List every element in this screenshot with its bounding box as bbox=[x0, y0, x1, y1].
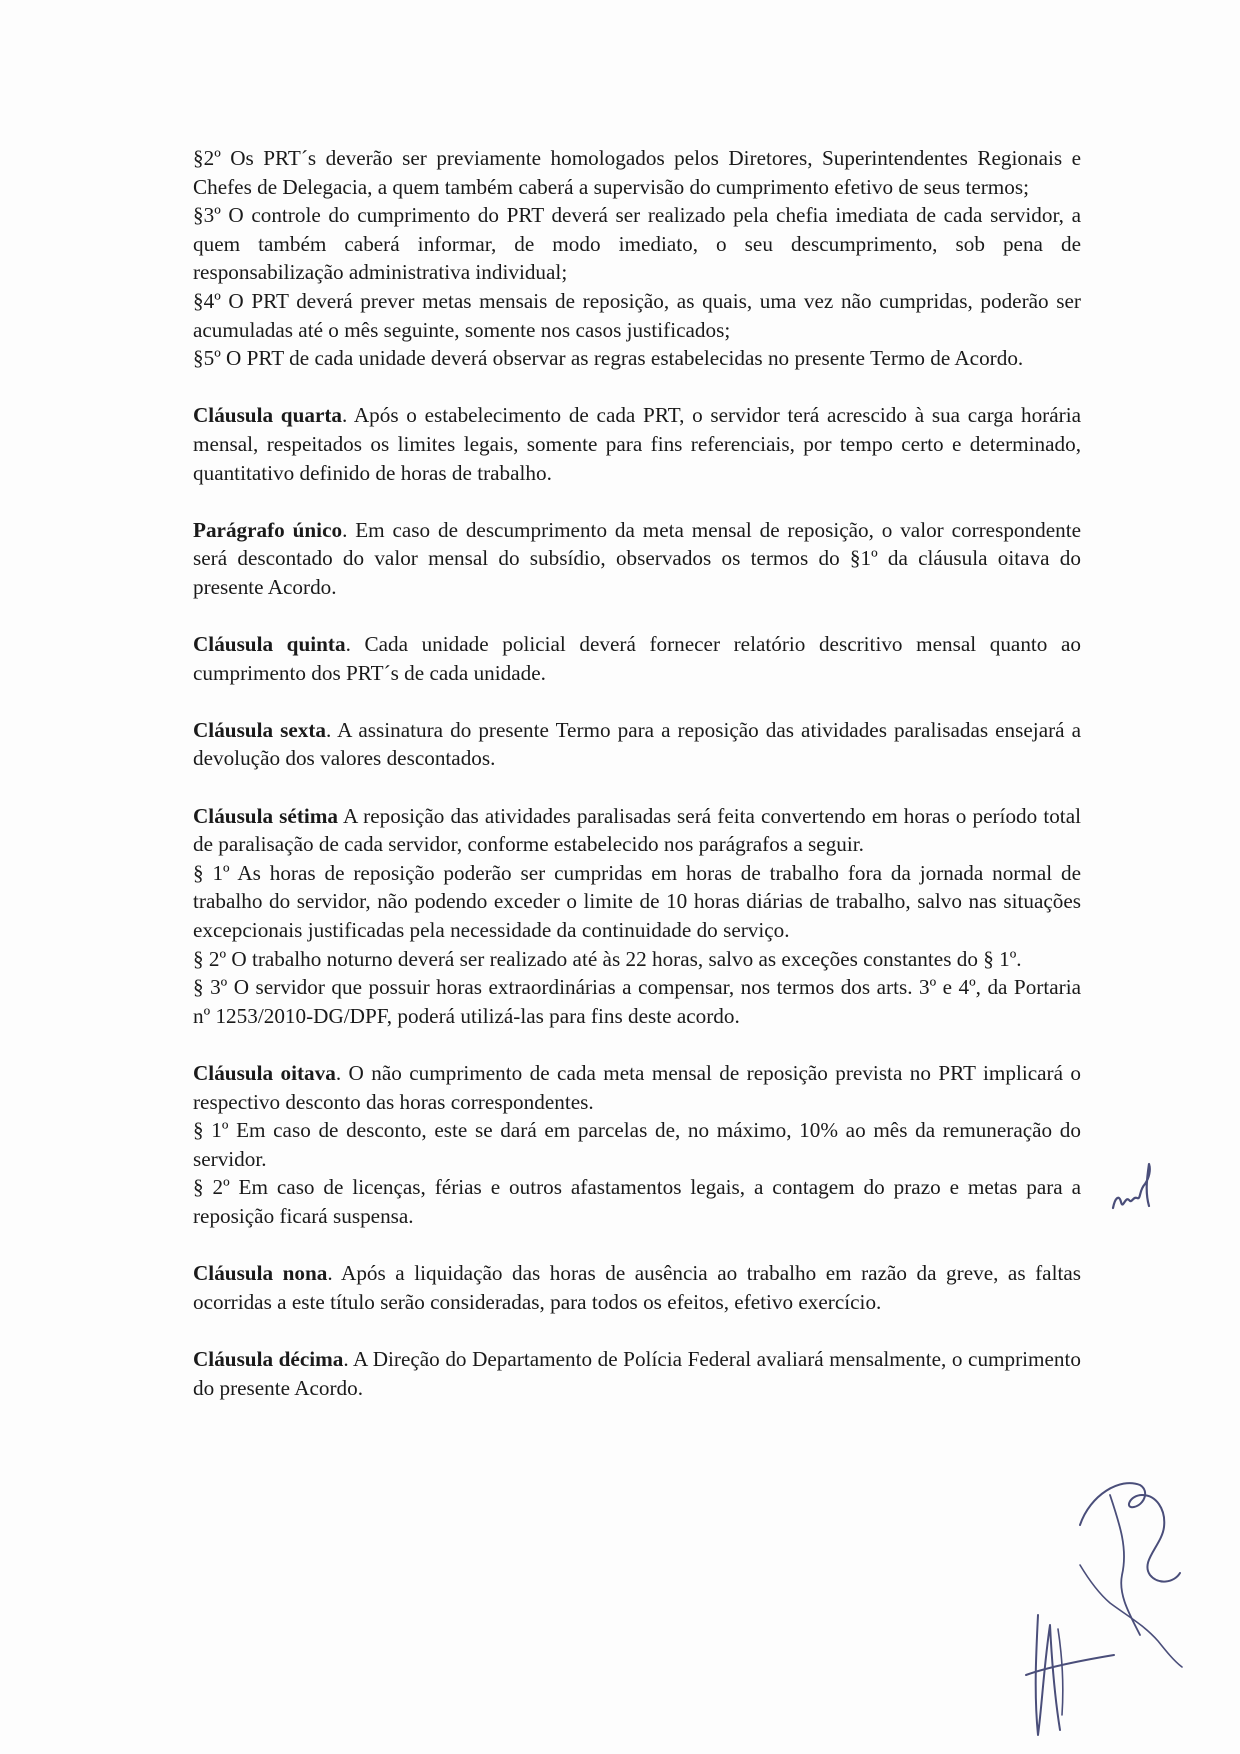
clausula-setima bbox=[193, 802, 1081, 859]
clausula-sexta-heading: Cláusula sexta bbox=[193, 717, 327, 742]
handwritten-signature-small bbox=[1018, 1605, 1128, 1745]
clausula-quarta-heading: Cláusula quarta bbox=[193, 403, 343, 428]
handwritten-initials-right bbox=[1105, 1150, 1185, 1230]
clausula-sexta-text: . A assinatura do presente Termo para a reposição das atividades paralisadas ensejará a devolução dos valores descontados. bbox=[193, 717, 1081, 771]
clausula-oitava-paragraph-1: § 1º Em caso de desconto, este se dará em parcelas de, no máximo, 10% ao mês da remuneração do servidor. bbox=[193, 1118, 1081, 1171]
paragraph-2: §2º Os PRT´s deverão ser previamente homologados pelos Diretores, Superintendentes Regionais e Chefes de Delegacia, a quem também caberá a supervisão do cumprimento efetivo de seus termos; bbox=[193, 146, 1081, 199]
clausula-oitava-heading: Cláusula oitava bbox=[193, 1061, 336, 1085]
clausula-decima bbox=[193, 1345, 1081, 1402]
paragraph-5: §5º O PRT de cada unidade deverá observar as regras estabelecidas no presente Termo de Acordo. bbox=[193, 346, 1024, 371]
clausula-setima-heading: Cláusula sétima bbox=[193, 803, 339, 828]
clausula-quarta bbox=[193, 401, 1081, 487]
clausula-nona bbox=[193, 1259, 1081, 1316]
paragrafo-unico-heading: Parágrafo único bbox=[193, 517, 343, 542]
clausula-setima-paragraph-3: § 3º O servidor que possuir horas extraordinárias a compensar, nos termos dos arts. 3º e 4º, da Portaria nº 1253/2010-DG/DPF, poderá utilizá-las para fins deste acordo. bbox=[193, 975, 1081, 1028]
clausula-setima-text: A reposição das atividades paralisadas será feita convertendo em horas o período total de paralisação de cada servidor, conforme estabelecido nos parágrafos a seguir. bbox=[193, 803, 1081, 857]
clausula-nona-heading: Cláusula nona bbox=[193, 1261, 328, 1286]
clausula-quinta-heading: Cláusula quinta bbox=[193, 632, 346, 657]
clausula-oitava-paragraph-2: § 2º Em caso de licenças, férias e outros afastamentos legais, a contagem do prazo e metas para a reposição ficará suspensa. bbox=[193, 1175, 1081, 1228]
clausula-oitava bbox=[193, 1059, 1081, 1116]
paragraph-4: §4º O PRT deverá prever metas mensais de reposição, as quais, uma vez não cumpridas, poderão ser acumuladas até o mês seguinte, somente nos casos justificados; bbox=[193, 288, 1081, 342]
clausula-setima-paragraph-2: § 2º O trabalho noturno deverá ser realizado até às 22 horas, salvo as exceções constantes do § 1º. bbox=[193, 946, 1022, 971]
clausula-nona-text: . Após a liquidação das horas de ausência ao trabalho em razão da greve, as faltas ocorridas a este título serão consideradas, para todos os efeitos, efetivo exercício. bbox=[193, 1261, 1081, 1314]
clausula-decima-text: . A Direção do Departamento de Polícia Federal avaliará mensalmente, o cumprimento do presente Acordo. bbox=[193, 1346, 1082, 1400]
paragraph-3: §3º O controle do cumprimento do PRT deverá ser realizado pela chefia imediata de cada servidor, a quem também caberá informar, de modo imediato, o seu descumprimento, sob pena de responsabilização administrativa individual; bbox=[193, 203, 1081, 285]
clausula-quinta-text: . Cada unidade policial deverá fornecer relatório descritivo mensal quanto ao cumprimento dos PRT´s de cada unidade. bbox=[193, 632, 1081, 685]
clausula-sexta bbox=[193, 716, 1081, 773]
clausula-quinta bbox=[193, 630, 1081, 687]
clausula-setima-paragraph-1: § 1º As horas de reposição poderão ser cumpridas em horas de trabalho fora da jornada normal de trabalho do servidor, não podendo exceder o limite de 10 horas diárias de trabalho, salvo nas situações excepcionais justificadas pela necessidade da continuidade do serviço. bbox=[193, 860, 1081, 943]
clausula-quarta-text: . Após o estabelecimento de cada PRT, o servidor terá acrescido à sua carga horária mensal, respeitados os limites legais, somente para fins referenciais, por tempo certo e determinado, quantitativo definido de horas de trabalho. bbox=[193, 403, 1081, 485]
document-body bbox=[193, 144, 1081, 1402]
clausula-oitava-text: . O não cumprimento de cada meta mensal de reposição prevista no PRT implicará o respectivo desconto das horas correspondentes. bbox=[193, 1061, 1081, 1114]
clausula-decima-heading: Cláusula décima bbox=[193, 1346, 344, 1371]
paragrafo-unico bbox=[193, 516, 1081, 602]
paragrafo-unico-text: . Em caso de descumprimento da meta mensal de reposição, o valor correspondente será descontado do valor mensal do subsídio, observados os termos do §1º da cláusula oitava do presente Acordo. bbox=[193, 517, 1081, 599]
